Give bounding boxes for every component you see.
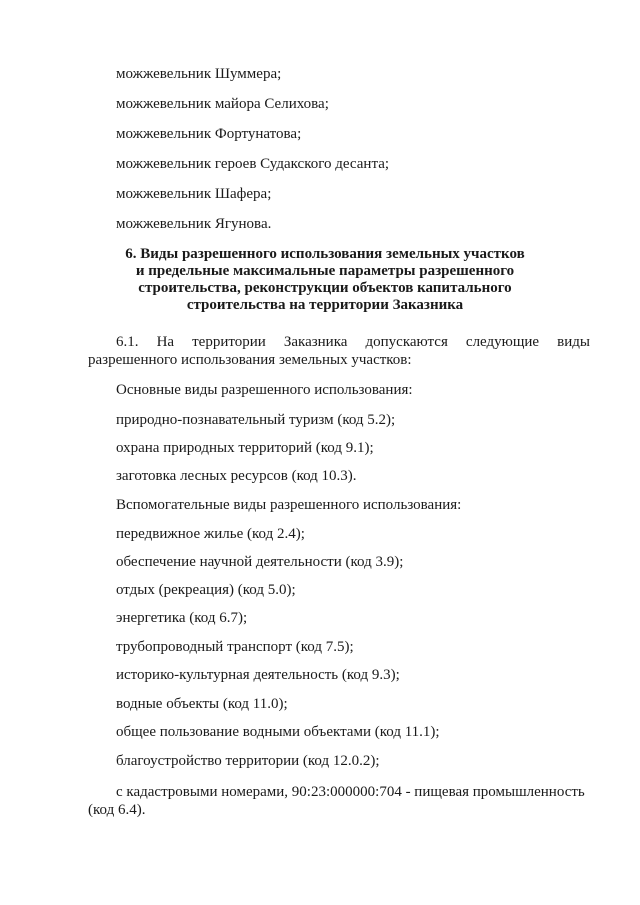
clause-6-1-line-1 [116, 333, 590, 351]
aux-use-item: водные объекты (код 11.0); [116, 696, 288, 712]
aux-use-item: обеспечение научной деятельности (код 3.9); [116, 554, 404, 570]
section-heading-line: 6. Виды разрешенного использования земельных участков [125, 246, 525, 262]
aux-use-item: благоустройство территории (код 12.0.2); [116, 753, 380, 769]
aux-use-item: передвижное жилье (код 2.4); [116, 526, 305, 542]
clause-word: 6.1. [116, 334, 139, 350]
species-item: можжевельник Фортунатова; [116, 126, 302, 142]
clause-word: На [156, 334, 175, 350]
clause-word: виды [557, 334, 590, 350]
cadastral-line-2: (код 6.4). [88, 802, 146, 818]
aux-use-item: отдых (рекреация) (код 5.0); [116, 582, 296, 598]
main-use-item: природно-познавательный туризм (код 5.2); [116, 412, 396, 428]
species-item: можжевельник Шуммера; [116, 66, 282, 82]
clause-6-1-line-2: разрешенного использования земельных участков: [88, 352, 412, 368]
species-item: можжевельник героев Судакского десанта; [116, 156, 390, 172]
main-use-item: заготовка лесных ресурсов (код 10.3). [116, 468, 357, 484]
section-heading-line: строительства, реконструкции объектов капитального [138, 280, 512, 296]
clause-word: территории [192, 334, 266, 350]
aux-uses-label: Вспомогательные виды разрешенного использования: [116, 497, 462, 513]
section-heading-line: и предельные максимальные параметры разрешенного [135, 263, 515, 279]
species-item: можжевельник майора Селихова; [116, 96, 329, 112]
aux-use-item: трубопроводный транспорт (код 7.5); [116, 639, 354, 655]
clause-word: допускаются [365, 334, 448, 350]
main-use-item: охрана природных территорий (код 9.1); [116, 440, 374, 456]
species-item: можжевельник Ягунова. [116, 216, 272, 232]
aux-use-item: общее пользование водными объектами (код 11.1); [116, 724, 440, 740]
section-heading [60, 246, 590, 314]
main-uses-label: Основные виды разрешенного использования: [116, 382, 413, 398]
clause-word: следующие [465, 334, 540, 350]
clause-word: Заказника [283, 334, 348, 350]
cadastral-line-1: с кадастровыми номерами, 90:23:000000:704 - пищевая промышленность [116, 784, 585, 800]
aux-use-item: историко-культурная деятельность (код 9.3); [116, 667, 400, 683]
section-heading-line: строительства на территории Заказника [186, 297, 464, 313]
species-item: можжевельник Шафера; [116, 186, 272, 202]
aux-use-item: энергетика (код 6.7); [116, 610, 248, 626]
